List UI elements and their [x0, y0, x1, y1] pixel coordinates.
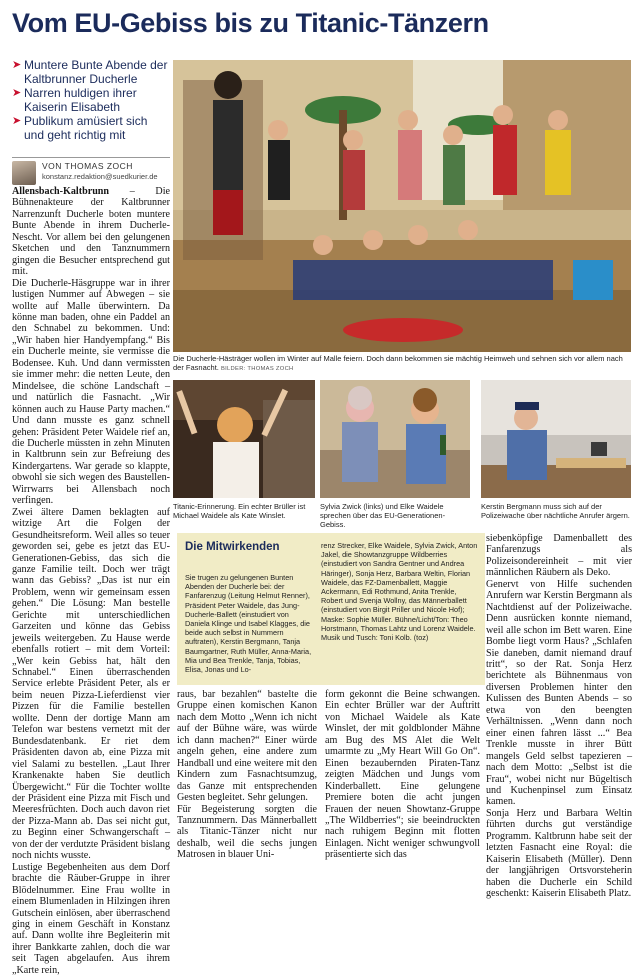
byline-email[interactable]: konstanz.redaktion@suedkurier.de	[42, 172, 158, 181]
cast-infobox-continued	[317, 533, 485, 685]
infobox-text: renz Strecker, Elke Waidele, Sylvia Zwick, Anton Jakel, die Showtanzgruppe Wildberries (einstudiert von Sandra Gentner und Andrea Häringer), Sonja Herz, Barbara Weltin, Florian Waidele, das FZ-Damenballett, Maggie Ackermann, Edi Rothmund, Anita Trenkle, Robert und Svenja Wollny, das Männerballett (einstudiert von Birgit Priller und Nicole Hof); Maske: Sophie Müller. Bühne/Licht/Ton: Theo Horstmann, Thomas Lahtz und Lorenz Waidele. Musik und Tusch: Toni Kolb. (toz)	[321, 541, 478, 643]
arrow-right-icon: ➤	[12, 115, 22, 127]
infobox-text: Sie trugen zu gelungenen Bunten Abenden der Ducherle bei: der Fanfarenzug (Leitung Helmut Renner), Präsident Peter Waidele, das Jung-Ducherle-Ballett (einstudiert von Daniela Klinge und Isabel Klagges, die beide auch selbst in Nummern auftraten), Kerstin Bergmann, Tanja Baumgartner, Ruth Müller, Anna-Maria, Mia und Bea Trenkle, Tanja, Tobias, Elisa, Jonas und Lo-	[185, 573, 312, 675]
polizei-photo	[481, 380, 631, 498]
infobox-title: Die Mitwirkenden	[185, 541, 280, 553]
polizei-caption: Kerstin Bergmann muss sich auf der Polizeiwache über nächtliche Anrufer ärgern.	[481, 502, 630, 520]
article-paragraph: Zwei ältere Damen beklagten auf witzige Art die Folgen der Gesundheitsreform. Weil alles so teuer geworden sei, gebe es jetzt das EU-Generationen-Gebiss, das sich die ganze Familie teilt. Doch wer trägt wann das Gebiss? „Das ist nur ein Problem, wenn wir gemeinsam essen gehen.“ Die Lösung: Man bestelle Gerichte mit unterschiedlichen Garzeiten und könne das Gebiss jeweils weitergeben. Zu Hause werde ebenfalls rotiert – mit dem Vorteil: „Wer kein Gebiss hat, hält den Schnabel.“ Einen überraschenden Service erlebte Präsident Peter, als er beim neuen Pizza-Lieferdienst vier Pizzen für die Familie bestellen wollte. Denn der dortige Mann am Telefon war bestens vernetzt mit der Bundesdatenbank. Er riet dem Präsidenten davon ab, eine Pizza mit viel Salami zu bestellen. „Laut Ihrer Krankenakte haben Sie deutlich Übergewicht.“ Für die Tochter wollte der Präsident eine Pizza mit Fisch und Meeresfrüchten. Doch auch davon riet der Pizza-Mann ab. Das sei nicht gut, zu Beginn einer Schwangerschaft – von der der verdutzte Präsident bislang noch nichts wusste.	[12, 506, 170, 862]
article-column-4: siebenköpfige Damenballett des Fanfarenzugs als Polizeisondereinheit – mit vier männlichen Räubern als Deko. Genervt von Hilfe suchenden Anrufern war Kerstin Bergmann als Nachtdienst auf der Polizeiwache. Denn ausrücken konnte niemand, weil alle schon im Bett waren. Eine Bombe liegt vorm Haus? „Schlafen Sie daneben, damit niemand drauf tritt“, so der Rat. Sonja Herz berichtete als Bühnenmaus von diversen Problemen hinter den Kulissen des Bunten Abends – so etwa von den beengten Verhältnissen. „Wenn dann noch einer einen fahren lässt ...“ Bea Trenkle musste in ihrer Bütt mangels Geld selbst tapezieren – nach dem Motto: „Selbst ist die Frau“, wobei nicht nur Bügeltisch und Kuchenpinsel zum Einsatz kamen. Sonja Herz und Barbara Weltin führten durchs gut verständige Programm. Kaltbrunn habe seit der letzten Fasnacht eine Royal: die Kaiserin Elisabeth (Müller). Denn der langjährigen Ortsvorsteherin haben die Ducherle ein Schild geschenkt: Kaiserin Elisabeth Platz.	[486, 533, 632, 900]
article-paragraph: Die Ducherle-Häsgruppe war in ihrer lustigen Nummer auf Abwegen – sie wollte auf Malle überwintern. Da könne man baden, ohne ein Paddel an den Schnabel zu bekommen. Und: „Wir haben hier Handyempfang.“ Bis ein Ducherle meinte, sie vermisse die Bodensee. Kuh. Und dann vermissten sie immer mehr: die netten Leute, den Mindelsee, die schöne Landschaft – und natürlich die Fasnacht. „Wir können auch zu Hause Party machen.“ Und dann musste es ganz schnell gehen: Präsident Peter Waidele rief an, die Ducherle müssten in zehn Minuten in Kaltbrunn sein zur Befreiung des Kindergartens. War gerade so klappte, obwohl sie sich wegen des Baustellen-Wirrwarrs bei Allensbach noch verfingen.	[12, 277, 170, 507]
subheadline-list	[12, 58, 170, 142]
subheadline-item: ➤ Muntere Bunte Abende der Kaltbrunner Ducherle	[12, 58, 168, 86]
article-column-1	[12, 186, 170, 976]
gebiss-caption: Sylvia Zwick (links) und Elke Waidele sprechen über das EU-Generationen-Gebiss.	[320, 502, 446, 529]
main-photo	[173, 60, 631, 352]
dateline: Allensbach-Kaltbrunn	[12, 186, 130, 197]
article-column-3: form gekonnt die Beine schwangen. Ein echter Brüller war der Auftritt von Michael Waidele als Kate Winslet, der mit goldblonder Mähne am Bug des MS Alet die Welt umarmte zu „My Heart Will Go On“. Einen bezaubernden Piraten-Tanz zeigten Mädchen und Jungs vom Kinderballett. Eine gelungene Premiere boten die acht jungen Frauen der neuen Showtanz-Gruppe „The Wildberries“; sie beeindruckten nach ruhigem Beginn mit flotten Einlagen. Nicht weniger schwungvoll präsentierte sich das	[325, 689, 480, 861]
main-photo-caption: Die Ducherle-Hästräger wollen im Winter auf Malle feiern. Doch dann bekommen sie mächtig Heimweh und sehnen sich vor allem nach der Fasnacht. BILDER: THOMAS ZOCH	[173, 354, 623, 372]
titanic-photo	[173, 380, 315, 498]
author-avatar	[12, 161, 36, 185]
byline-author: VON THOMAS ZOCH	[42, 161, 133, 171]
article-column-2: raus, bar bezahlen“ bastelte die Gruppe einen komischen Kanon nach dem Motto „Wenn ich nicht auf der Bühne wäre, was würde ich dann machen?“ Einer würde angeln gehen, eine andere zum Handball und eine weitere mit den Kindern zum Fasnachtsumzug, das Ganze mit entsprechenden Gesten begleitet. Sehr gelungen. Für Begeisterung sorgten die Tanznummern. Das Männerballett als Titanic-Tänzer nicht nur deshalb, weil die sechs jungen Matrosen in blauer Uni-	[177, 689, 317, 861]
photo-credit: BILDER: THOMAS ZOCH	[220, 366, 294, 372]
titanic-caption: Titanic-Erinnerung. Ein echter Brüller ist Michael Waidele als Kate Winslet.	[173, 502, 306, 520]
article-paragraph: Allensbach-Kaltbrunn – Die Bühnenakteure der Kaltbrunner Narrenzunft Ducherle boten muntere Bunte Abende in ihrem Ducherle-Nescht. Vor allem bei den gelungenen Sketchen und den Tanznummern gingen die Besucher entsprechend gut mit.	[12, 186, 170, 278]
headline: Vom EU-Gebiss bis zu Titanic-Tänzern	[12, 8, 489, 38]
arrow-right-icon: ➤	[12, 59, 22, 71]
gebiss-photo	[320, 380, 470, 498]
cast-infobox	[177, 533, 317, 685]
subheadline-item: ➤ Narren huldigen ihrer Kaiserin Elisabeth	[12, 86, 137, 114]
subheadline-item: ➤ Publikum amüsiert sich und geht richtig mit	[12, 114, 148, 142]
arrow-right-icon: ➤	[12, 87, 22, 99]
article-paragraph: Lustige Begebenheiten aus dem Dorf brachte die Räuber-Gruppe in ihrer Blödelnummer. Eine Frau wollte in einem Blumenladen in Hilzingen ihren Gutschein einlösen, aber überraschend ging in einem Geschäft in Konstanz auf. Dann wollte ihre Begleiterin mit ihrer Bankkarte zahlen, doch die war seit Tagen abgelaufen. Aus ihrem „Karte rein,	[12, 861, 170, 976]
byline	[12, 157, 170, 183]
